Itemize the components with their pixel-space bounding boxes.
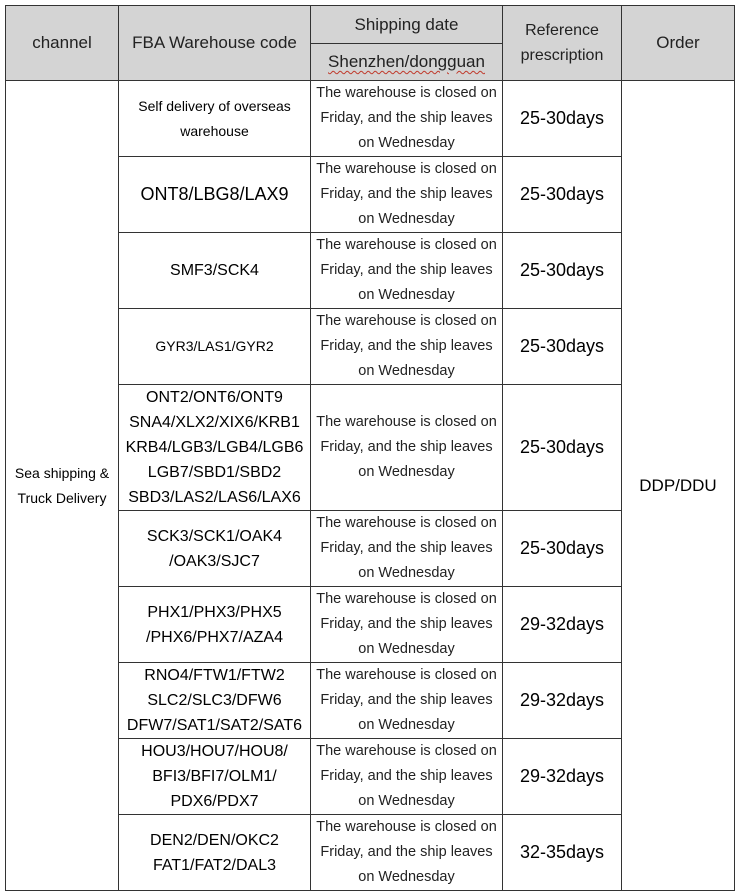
shipping-date-text: on Wednesday [358, 793, 455, 809]
header-shipping-origin-text: Shenzhen/dongguan [328, 52, 485, 71]
shipping-date-cell [311, 81, 503, 157]
warehouse-code-text: warehouse [180, 122, 249, 139]
shipping-date-text: The warehouse is closed on [316, 591, 497, 607]
warehouse-code-cell [119, 81, 311, 157]
table-body [6, 81, 735, 891]
warehouse-code-text: /PHX6/PHX7/AZA4 [146, 628, 283, 646]
warehouse-code-text: ONT2/ONT6/ONT9 [146, 389, 283, 406]
warehouse-code-text: BFI3/BFI7/OLM1/ [152, 768, 277, 785]
table-row [6, 81, 735, 157]
shipping-date-text: Friday, and the ship leaves [320, 262, 493, 278]
shipping-date-text: Friday, and the ship leaves [320, 540, 493, 556]
warehouse-code-text: KRB4/LGB3/LGB4/LGB6 [125, 439, 304, 456]
shipping-date-text: on Wednesday [358, 717, 455, 733]
shipping-date-text: on Wednesday [358, 869, 455, 885]
warehouse-code-text: HOU3/HOU7/HOU8/ [141, 743, 288, 760]
shipping-date-text: Friday, and the ship leaves [320, 439, 493, 455]
reference-prescription-cell: 25-30days [503, 81, 622, 157]
warehouse-code-text: SCK3/SCK1/OAK4 [146, 527, 283, 545]
shipping-date-text: on Wednesday [358, 135, 455, 151]
header-reference-line1: Reference [525, 22, 599, 39]
warehouse-code-text: ONT8/LBG8/LAX9 [140, 184, 289, 204]
shipping-date-text: The warehouse is closed on [316, 667, 497, 683]
shipping-date-cell [311, 309, 503, 385]
shipping-date-text: The warehouse is closed on [316, 85, 497, 101]
shipping-date-text: on Wednesday [358, 565, 455, 581]
reference-prescription-cell: 29-32days [503, 663, 622, 739]
warehouse-code-text: SBD3/LAS2/LAS6/LAX6 [128, 489, 301, 506]
shipping-date-text: The warehouse is closed on [316, 515, 497, 531]
shipping-date-text: on Wednesday [358, 641, 455, 657]
channel-cell [6, 81, 119, 891]
shipping-date-cell [311, 739, 503, 815]
shipping-date-text: The warehouse is closed on [316, 237, 497, 253]
header-reference-line2: prescription [520, 47, 604, 64]
warehouse-code-cell [119, 157, 311, 233]
shipping-date-text: The warehouse is closed on [316, 161, 497, 177]
warehouse-code-cell [119, 815, 311, 891]
warehouse-code-text: PHX1/PHX3/PHX5 [147, 603, 282, 621]
reference-prescription-cell: 25-30days [503, 511, 622, 587]
shipping-date-cell [311, 157, 503, 233]
order-cell: DDP/DDU [622, 81, 735, 891]
warehouse-code-text: Self delivery of overseas [138, 97, 291, 114]
warehouse-code-text: SLC2/SLC3/DFW6 [147, 692, 282, 709]
shipping-date-text: Friday, and the ship leaves [320, 186, 493, 202]
shipping-date-text: The warehouse is closed on [316, 743, 497, 759]
shipping-date-cell [311, 663, 503, 739]
header-shipping-origin [311, 44, 503, 81]
reference-prescription-cell: 29-32days [503, 587, 622, 663]
warehouse-code-cell [119, 739, 311, 815]
warehouse-code-text: GYR3/LAS1/GYR2 [155, 338, 274, 354]
shipping-date-cell [311, 815, 503, 891]
warehouse-code-cell [119, 587, 311, 663]
reference-prescription-cell: 32-35days [503, 815, 622, 891]
reference-prescription-cell: 25-30days [503, 309, 622, 385]
header-reference-prescription [503, 6, 622, 81]
warehouse-code-text: RNO4/FTW1/FTW2 [144, 667, 285, 684]
shipping-schedule-table [5, 5, 735, 891]
shipping-date-cell [311, 511, 503, 587]
warehouse-code-text: DFW7/SAT1/SAT2/SAT6 [126, 717, 303, 734]
shipping-date-cell [311, 587, 503, 663]
shipping-date-text: The warehouse is closed on [316, 414, 497, 430]
warehouse-code-text: FAT1/FAT2/DAL3 [152, 856, 276, 874]
warehouse-code-cell [119, 663, 311, 739]
shipping-date-text: on Wednesday [358, 287, 455, 303]
shipping-date-text: Friday, and the ship leaves [320, 844, 493, 860]
channel-text: Sea shipping & [14, 464, 110, 481]
warehouse-code-cell [119, 385, 311, 511]
shipping-date-text: Friday, and the ship leaves [320, 692, 493, 708]
reference-prescription-cell: 25-30days [503, 233, 622, 309]
reference-prescription-cell: 25-30days [503, 157, 622, 233]
warehouse-code-text: SMF3/SCK4 [170, 262, 259, 279]
shipping-date-text: Friday, and the ship leaves [320, 616, 493, 632]
shipping-date-cell [311, 385, 503, 511]
reference-prescription-cell: 29-32days [503, 739, 622, 815]
shipping-date-cell [311, 233, 503, 309]
shipping-date-text: on Wednesday [358, 464, 455, 480]
shipping-date-text: The warehouse is closed on [316, 819, 497, 835]
header-order: Order [622, 6, 735, 81]
warehouse-code-cell [119, 511, 311, 587]
header-shipping-date: Shipping date [311, 6, 503, 44]
warehouse-code-text: DEN2/DEN/OKC2 [150, 831, 279, 849]
reference-prescription-cell: 25-30days [503, 385, 622, 511]
shipping-date-text: Friday, and the ship leaves [320, 768, 493, 784]
warehouse-code-cell [119, 233, 311, 309]
warehouse-code-text: LGB7/SBD1/SBD2 [147, 464, 282, 481]
shipping-date-text: Friday, and the ship leaves [320, 338, 493, 354]
header-warehouse-code: FBA Warehouse code [119, 6, 311, 81]
warehouse-code-text: SNA4/XLX2/XIX6/KRB1 [129, 414, 300, 431]
shipping-date-text: The warehouse is closed on [316, 313, 497, 329]
warehouse-code-text: /OAK3/SJC7 [169, 552, 260, 570]
warehouse-code-text: PDX6/PDX7 [170, 793, 259, 810]
header-channel: channel [6, 6, 119, 81]
warehouse-code-cell [119, 309, 311, 385]
shipping-date-text: on Wednesday [358, 211, 455, 227]
shipping-date-text: Friday, and the ship leaves [320, 110, 493, 126]
shipping-date-text: on Wednesday [358, 363, 455, 379]
channel-text: Truck Delivery [17, 489, 107, 506]
